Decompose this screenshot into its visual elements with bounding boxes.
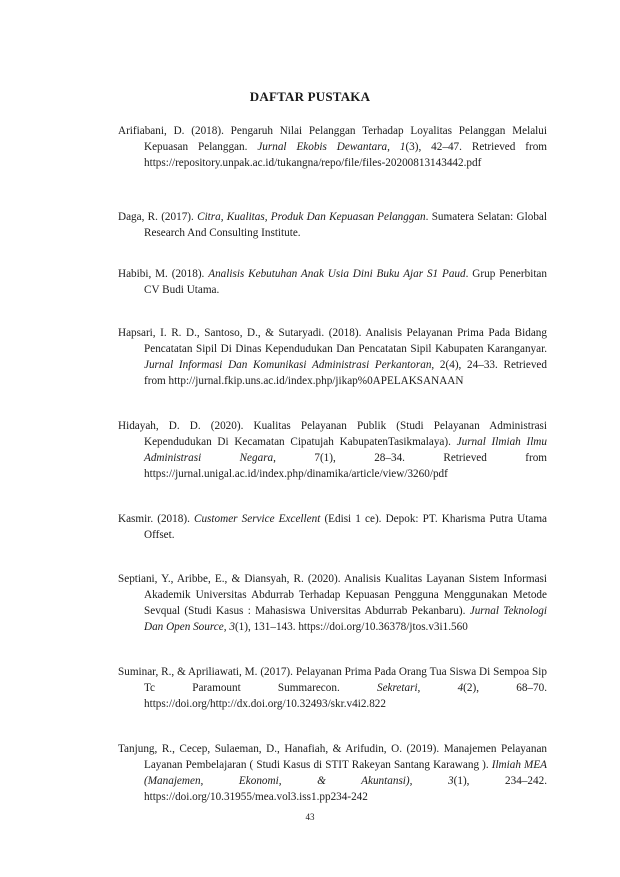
reference-entry: Daga, R. (2017). Citra, Kualitas, Produk Dan Kepuasan Pelanggan. Sumatera Selatan: Global Research And Consulting Institute.: [118, 211, 547, 239]
reference-entry: Arifiabani, D. (2018). Pengaruh Nilai Pelanggan Terhadap Loyalitas Pelanggan Melalui Kepuasan Pelanggan. Jurnal Ekobis Dewantara, 1(3), 42–47. Retrieved from https://repository.unpak.ac.id/tukangna/repo/file/files-20200813143442.pdf: [118, 125, 547, 169]
reference-entry: Kasmir. (2018). Customer Service Excellent (Edisi 1 ce). Depok: PT. Kharisma Putra Utama Offset.: [118, 513, 547, 541]
reference-entry: Hapsari, I. R. D., Santoso, D., & Sutaryadi. (2018). Analisis Pelayanan Prima Pada Bidang Pencatatan Sipil Di Dinas Kependudukan Dan Pencatatan Sipil Kabupaten Karanganyar. Jurnal Informasi Dan Komunikasi Administrasi Perkantoran, 2(4), 24–33. Retrieved from http://jurnal.fkip.uns.ac.id/index.php/jikap%0APELAKSANAAN: [118, 327, 547, 387]
reference-entry: Hidayah, D. D. (2020). Kualitas Pelayanan Publik (Studi Pelayanan Administrasi Kependudukan Di Kecamatan Cipatujah KabupatenTasikmalaya). Jurnal Ilmiah Ilmu Administrasi Negara, 7(1), 28–34. Retrieved from https://jurnal.unigal.ac.id/index.php/dinamika/article/view/3260/pdf: [118, 420, 547, 480]
reference-entry: Septiani, Y., Aribbe, E., & Diansyah, R. (2020). Analisis Kualitas Layanan Sistem Informasi Akademik Universitas Abdurrab Terhadap Kepuasan Pengguna Menggunakan Metode Sevqual (Studi Kasus : Mahasiswa Universitas Abdurrab Pekanbaru). Jurnal Teknologi Dan Open Source, 3(1), 131–143. https://doi.org/10.36378/jtos.v3i1.560: [118, 573, 547, 633]
reference-entry: Tanjung, R., Cecep, Sulaeman, D., Hanafiah, & Arifudin, O. (2019). Manajemen Pelayanan Layanan Pembelajaran ( Studi Kasus di STIT Rakeyan Santang Karawang ). Ilmiah MEA (Manajemen, Ekonomi, & Akuntansi), 3(1), 234–242. https://doi.org/10.31955/mea.vol3.iss1.pp234-242: [118, 743, 548, 803]
reference-entry: Suminar, R., & Apriliawati, M. (2017). Pelayanan Prima Pada Orang Tua Siswa Di Sempoa Sip Tc Paramount Summarecon. Sekretari, 4(2), 68–70. https://doi.org/http://dx.doi.org/10.32493/skr.v4i2.822: [118, 666, 547, 710]
page-title: DAFTAR PUSTAKA: [249, 89, 371, 104]
reference-entry: Habibi, M. (2018). Analisis Kebutuhan Anak Usia Dini Buku Ajar S1 Paud. Grup Penerbitan CV Budi Utama.: [118, 268, 547, 296]
page-number: 43: [305, 812, 315, 822]
